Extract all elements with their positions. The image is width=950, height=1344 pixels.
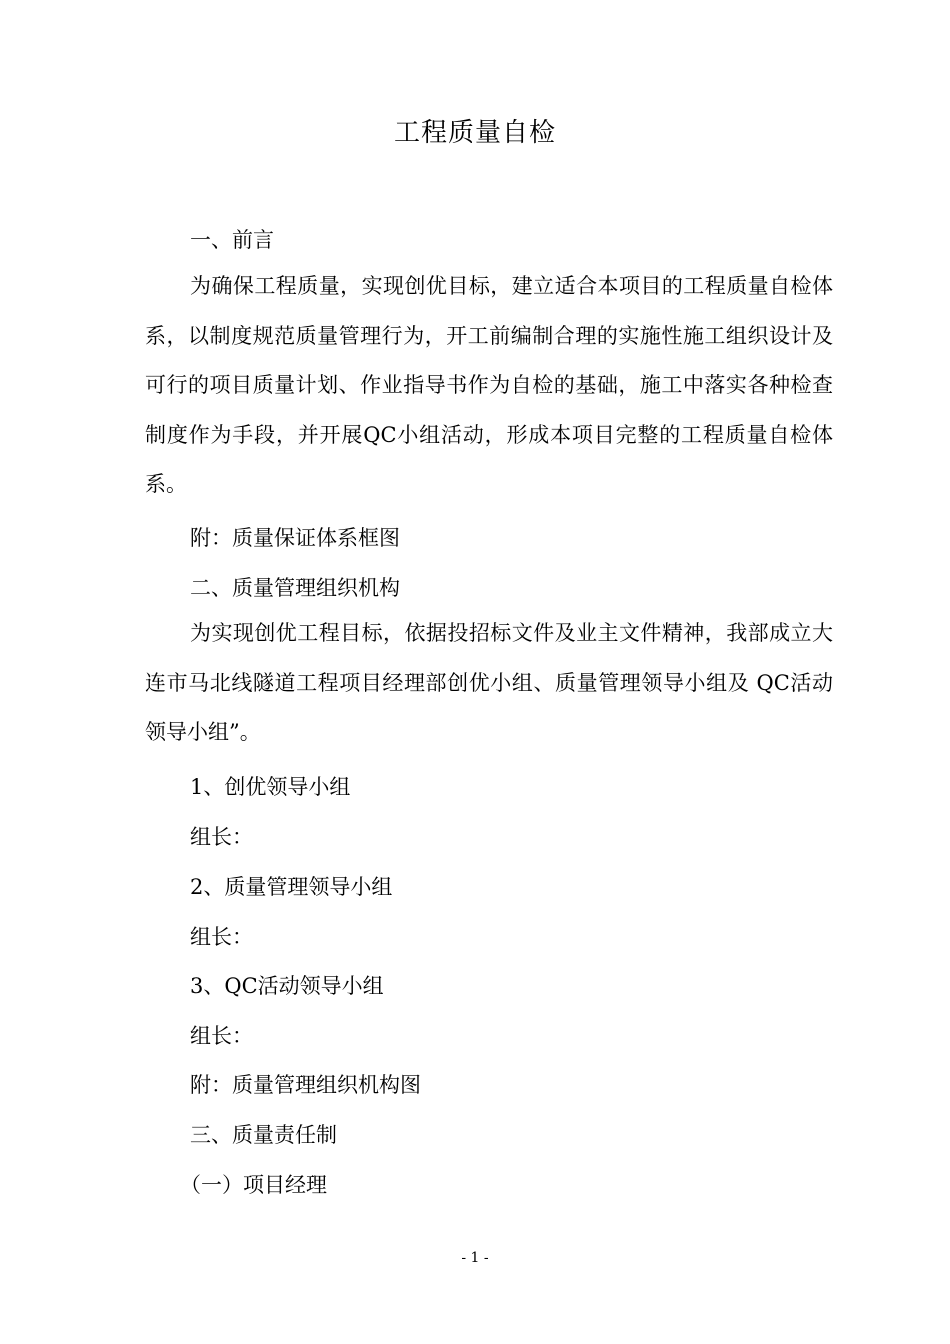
- document-title: 工程质量自检: [393, 118, 556, 148]
- preface-paragraph: 为确保工程质量，实现创优目标，建立适合本项目的工程质量自检体系，以制度规范质量管理行为，开工前编制合理的实施性施工组织设计及可行的项目质量计划、作业指导书作为自检的基础，施工中落实各种检查制度作为手段，并开展QC小组活动，形成本项目完整的工程质量自检体系。: [145, 274, 833, 496]
- group-1-leader: 组长：: [190, 825, 253, 849]
- group-1-name: 1、创优领导小组: [190, 775, 351, 799]
- page-number: - 1 -: [461, 1250, 489, 1266]
- group-2-leader: 组长：: [190, 925, 253, 949]
- attachment-note-quality-system: 附：质量保证体系框图: [190, 526, 400, 550]
- organization-paragraph: 为实现创优工程目标，依据投招标文件及业主文件精神，我部成立大连市马北线隧道工程项目经理部创优小组、质量管理领导小组及 QC活动领导小组”。: [145, 621, 833, 744]
- section-heading-preface: 一、前言: [190, 228, 274, 252]
- attachment-note-org-chart: 附：质量管理组织机构图: [190, 1073, 421, 1097]
- group-3-name: 3、QC活动领导小组: [190, 974, 384, 998]
- section-heading-organization: 二、质量管理组织机构: [190, 576, 400, 600]
- section-heading-responsibility: 三、质量责任制: [190, 1123, 337, 1147]
- sub-heading-project-manager: （一）项目经理: [180, 1173, 327, 1197]
- group-2-name: 2、质量管理领导小组: [190, 875, 393, 899]
- group-3-leader: 组长：: [190, 1024, 253, 1048]
